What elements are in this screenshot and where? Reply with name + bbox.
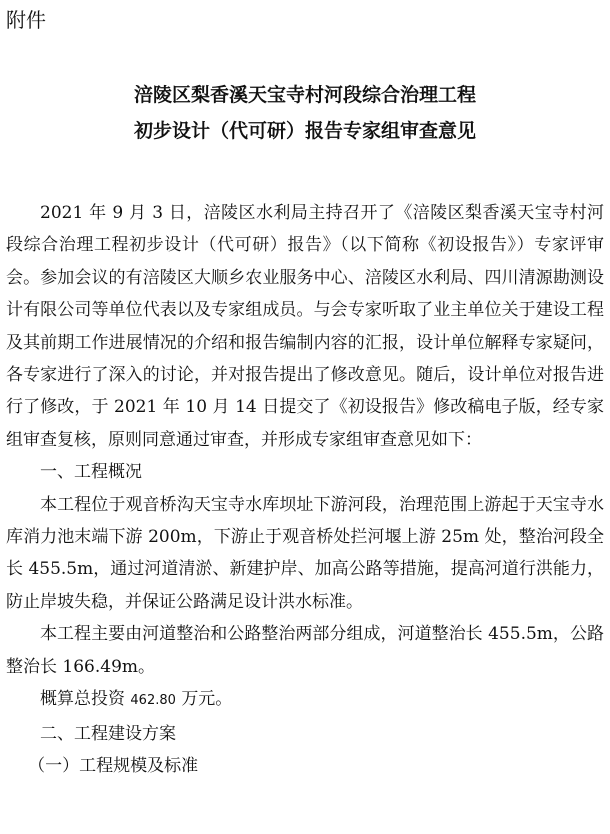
document-title-line-1: 涪陵区梨香溪天宝寺村河段综合治理工程 bbox=[133, 84, 476, 106]
investment-prefix: 概算总投资 bbox=[40, 689, 125, 710]
section-2-subheading-1: （一）工程规模及标准 bbox=[28, 755, 199, 776]
document-title-line-2: 初步设计（代可研）报告专家组审查意见 bbox=[133, 120, 476, 142]
section-1-heading: 一、工程概况 bbox=[40, 462, 142, 483]
investment-suffix: 万元。 bbox=[181, 689, 233, 710]
document-body bbox=[6, 197, 604, 782]
investment-value: 462.80 bbox=[130, 693, 176, 709]
section-1-paragraph-2: 本工程主要由河道整治和公路整治两部分组成，河道整治长 455.5m，公路整治长 166.49m。 bbox=[6, 624, 604, 677]
investment-paragraph bbox=[6, 683, 604, 717]
section-1-paragraph-1: 本工程位于观音桥沟天宝寺水库坝址下游河段，治理范围上游起于天宝寺水库消力池末端下游 200m，下游止于观音桥处拦河堰上游 25m 处，整治河段全长 455.5m，通过河道清淤、新建护岸、加高公路等措施，提高河道行洪能力，防止岸坡失稳，并保证公路满足设计洪水标准。 bbox=[6, 494, 604, 612]
attachment-label: 附件 bbox=[6, 8, 46, 32]
intro-paragraph: 2021 年 9 月 3 日，涪陵区水利局主持召开了《涪陵区梨香溪天宝寺村河段综合治理工程初步设计（代可研）报告》（以下简称《初设报告》）专家评审会。参加会议的有涪陵区大顺乡农业服务中心、涪陵区水利局、四川清源勘测设计有限公司等单位代表以及专家组成员。与会专家听取了业主单位关于建设工程及其前期工作进展情况的介绍和报告编制内容的汇报，设计单位解释专家疑问，各专家进行了深入的讨论，并对报告提出了修改意见。随后，设计单位对报告进行了修改，于 2021 年 10 月 14 日提交了《初设报告》修改稿电子版，经专家组审查复核，原则同意通过审查，并形成专家组审查意见如下： bbox=[6, 203, 604, 450]
section-2-heading: 二、工程建设方案 bbox=[40, 723, 176, 744]
